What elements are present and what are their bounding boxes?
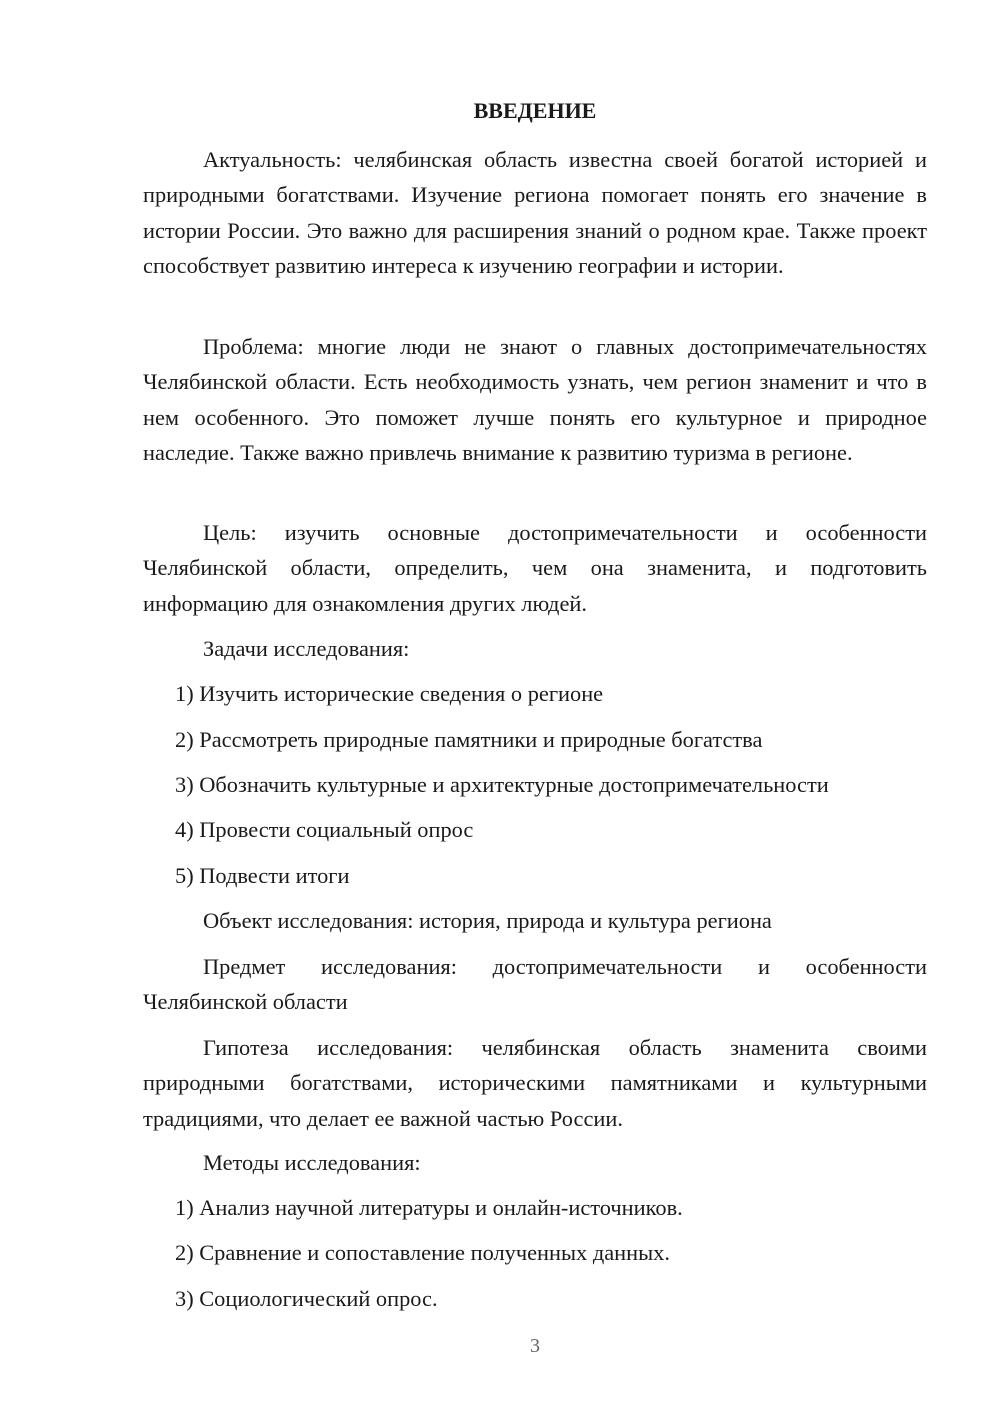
object-paragraph: Объект исследования: история, природа и культура региона xyxy=(203,908,772,933)
task-item: 2) Рассмотреть природные памятники и природные богатства xyxy=(175,727,763,752)
task-item: 1) Изучить исторические сведения о регионе xyxy=(175,681,604,706)
subject-paragraph: Предмет исследования: достопримечательности и особенности Челябинской области xyxy=(143,954,927,1015)
hypothesis-paragraph: Гипотеза исследования: челябинская область знаменита своими природными богатствами, историческими памятниками и культурными традициями, что делает ее важной частью России. xyxy=(143,1035,927,1131)
page-number: 3 xyxy=(530,1335,540,1357)
page-title: ВВЕДЕНИЕ xyxy=(473,98,597,123)
document-page xyxy=(143,0,927,1414)
method-item: 1) Анализ научной литературы и онлайн-источников. xyxy=(175,1195,683,1220)
goal-paragraph: Цель: изучить основные достопримечательности и особенности Челябинской области, определить, чем она знаменита, и подготовить информацию для ознакомления других людей. xyxy=(143,520,927,616)
relevance-paragraph: Актуальность: челябинская область известна своей богатой историей и природными богатствами. Изучение региона помогает понять его значение в истории России. Это важно для расширения знаний о родном крае. Также проект способствует развитию интереса к изучению географии и истории. xyxy=(143,147,927,279)
problem-paragraph: Проблема: многие люди не знают о главных достопримечательностях Челябинской области. Есть необходимость узнать, чем регион знаменит и что в нем особенного. Это поможет лучше понять его культурное и природное наследие. Также важно привлечь внимание к развитию туризма в регионе. xyxy=(143,334,927,466)
method-item: 2) Сравнение и сопоставление полученных данных. xyxy=(175,1240,670,1265)
method-item: 3) Социологический опрос. xyxy=(175,1286,438,1311)
methods-heading: Методы исследования: xyxy=(203,1150,421,1175)
task-item: 3) Обозначить культурные и архитектурные достопримечательности xyxy=(175,772,829,797)
tasks-heading: Задачи исследования: xyxy=(203,636,410,661)
task-item: 5) Подвести итоги xyxy=(175,863,350,888)
task-item: 4) Провести социальный опрос xyxy=(175,817,474,842)
